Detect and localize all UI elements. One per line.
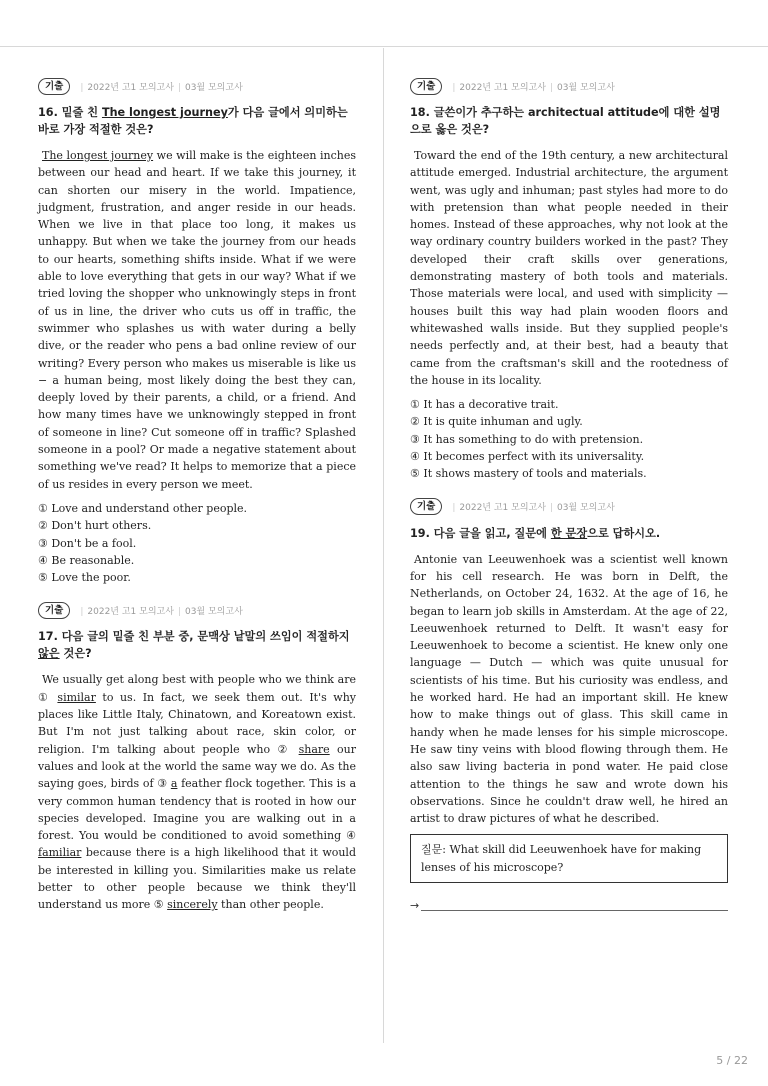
option[interactable]: ② It is quite inhuman and ugly. [410, 415, 583, 429]
question-box: 질문: What skill did Leeuwenhoek have for making lenses of his microscope? [410, 834, 728, 883]
q17-passage: We usually get along best with people who we think are ① similar to us. In fact, we seek them out. It's why places like Little Italy, Chinatown, and Koreatown exist. But I'm not just talking about race, skin color, or religion. I'm talking about people who ② share our values and look at the world the same way we do. As the saying goes, birds of ③ a feather flock together. This is a very common human tendency that is rooted in how our species developed. Imagine you are walking out in a forest. You would be conditioned to avoid something ④ familiar because there is a high likelihood that it would be interested in killing you. Similarities make us relate better to other people because we think they'll understand us more ⑤ sincerely than other people. [38, 673, 357, 912]
arrow-icon: → [410, 898, 420, 912]
source-info: | 2022년 고1 모의고사 | 03월 모의고사 [80, 606, 243, 617]
q16-options [38, 500, 356, 586]
q16-source [38, 76, 356, 96]
option[interactable]: ④ It becomes perfect with its universality. [410, 450, 645, 464]
option[interactable]: ① Love and understand other people. [38, 501, 248, 515]
q18-options [410, 396, 728, 482]
q19-title: 19. 다음 글을 읽고, 질문에 한 문장으로 답하시오. [410, 526, 661, 540]
q18-passage: Toward the end of the 19th century, a new architectural attitude emerged. Industrial architecture, the argument went, was ugly and inhuman; past styles had more to do with pretension than what people needed in their homes. Instead of these approaches, why not look at the way ordinary country builders worked in the past? They developed their craft skills over generations, demonstrating mastery of both tools and materials. Those materials were local, and used with simplicity — houses built this way had plain wooden floors and whitewashed walls inside. But they supplied people's needs perfectly and, at their best, had a beauty that came from the craftsman's skill and the rootedness of the house in its locality. [410, 149, 728, 387]
left-column [38, 76, 356, 921]
exam-tag: 기출 [410, 78, 442, 95]
q17-source [38, 600, 356, 620]
right-column [410, 76, 728, 912]
q18-source [410, 76, 728, 96]
q16-title: 16. 밑줄 친 The longest journey가 다음 글에서 의미하는 바로 가장 적절한 것은? [38, 106, 348, 136]
source-info: | 2022년 고1 모의고사 | 03월 모의고사 [452, 503, 615, 514]
source-info: | 2022년 고1 모의고사 | 03월 모의고사 [80, 82, 243, 93]
page-number: 5 / 22 [716, 1054, 748, 1067]
q17-title: 17. 다음 글의 밑줄 친 부분 중, 문맥상 낱말의 쓰임이 적절하지 않은 것은? [38, 630, 350, 661]
q16-passage: The longest journey we will make is the eighteen inches between our head and heart. If we take this journey, it can shorten our misery in the world. Impatience, judgment, frustration, and anger reside in our heads. When we live in that place too long, it makes us unhappy. But when we take the journey from our heads to our hearts, something shifts inside. What if we were able to love everything that gets in our way? What if we tried loving the shopper who unknowingly steps in front of us in line, the driver who cuts us off in traffic, the swimmer who splashes us with water during a belly dive, or the reader who pens a bad online review of our writing? Every person who makes us miserable is like us − a human being, most likely doing the best they can, deeply loved by their parents, a child, or a friend. And how many times have we unknowingly stepped in front of someone in line? Cut someone off in traffic? Splashed someone in a pool? Or made a negative statement about something we've read? It helps to memorize that a piece of us resides in every person we meet. [38, 149, 356, 491]
answer-underline[interactable] [421, 900, 728, 911]
q18-title: 18. 글쓴이가 추구하는 architectual attitude에 대한 설명으로 옳은 것은? [410, 106, 721, 136]
answer-line[interactable] [410, 899, 728, 912]
q19-source [410, 497, 728, 517]
option[interactable]: ③ It has something to do with pretension. [410, 432, 644, 446]
exam-tag: 기출 [38, 602, 70, 619]
column-divider [383, 48, 384, 1043]
option[interactable]: ⑤ Love the poor. [38, 571, 131, 585]
source-info: | 2022년 고1 모의고사 | 03월 모의고사 [452, 82, 615, 93]
exam-tag: 기출 [410, 498, 442, 515]
exam-tag: 기출 [38, 78, 70, 95]
option[interactable]: ④ Be reasonable. [38, 553, 135, 567]
option[interactable]: ① It has a decorative trait. [410, 398, 559, 412]
option[interactable]: ② Don't hurt others. [38, 519, 152, 533]
q19-passage: Antonie van Leeuwenhoek was a scientist well known for his cell research. He was born in Delft, the Netherlands, on October 24, 1632. At the age of 16, he began to learn job skills in Amsterdam. At the age of 22, Leeuwenhoek returned to Delft. It wasn't easy for Leeuwenhoek to become a scientist. He knew only one language — Dutch — which was quite unusual for scientists of his time. But his curiosity was endless, and he worked hard. He had an important skill. He knew how to make things out of glass. This skill came in handy when he made lenses for his simple microscope. He saw tiny veins with blood flowing through them. He also saw living bacteria in pond water. He paid close attention to the things he saw and wrote down his observations. Since he couldn't draw well, he hired an artist to draw pictures of what he described. [410, 552, 728, 826]
option[interactable]: ③ Don't be a fool. [38, 536, 137, 550]
option[interactable]: ⑤ It shows mastery of tools and materials. [410, 467, 647, 481]
header-rule [0, 46, 768, 47]
